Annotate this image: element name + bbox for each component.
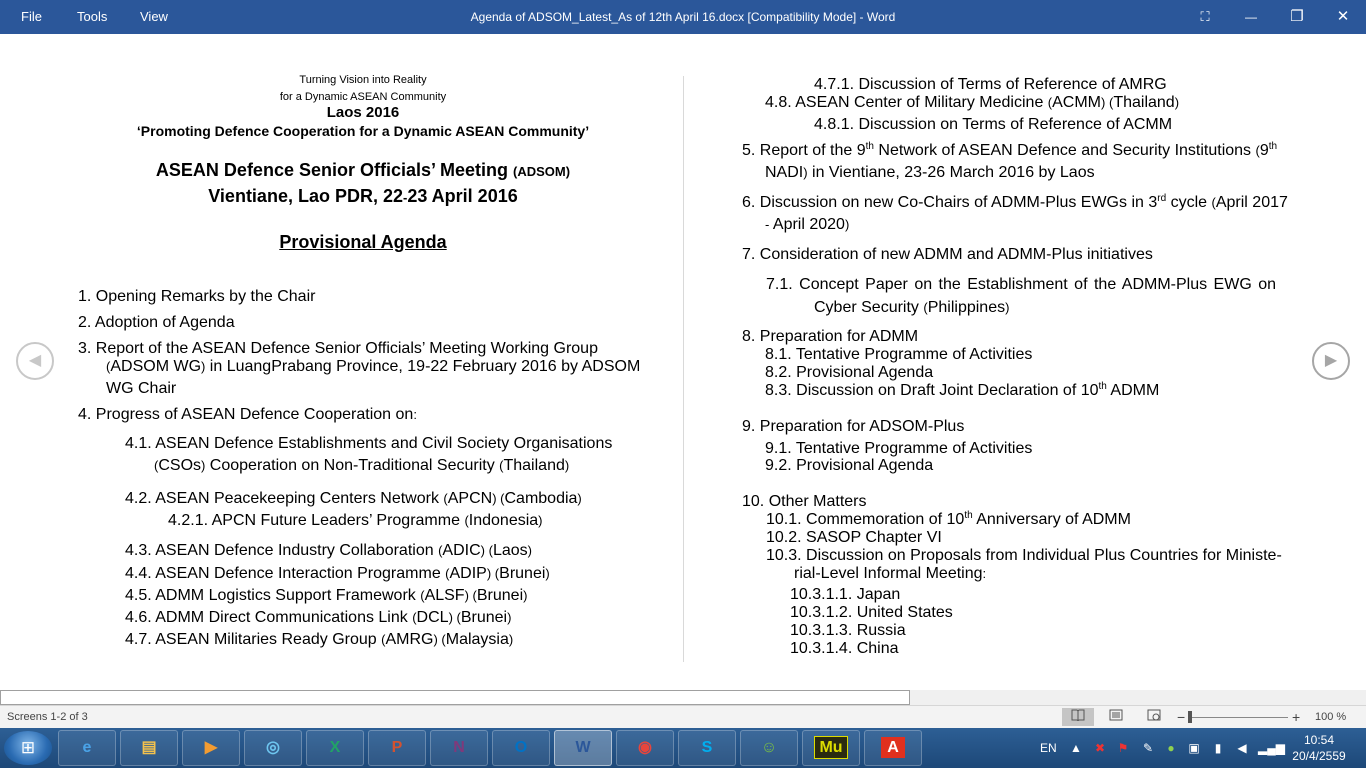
agenda-item-4-8-1: 4.8.1. Discussion on Terms of Reference of ACMM [814, 116, 1173, 133]
windows-logo-icon: ⊞ [20, 738, 36, 757]
header-slogan: ‘Promoting Defence Cooperation for a Dynamic ASEAN Community’ [136, 123, 590, 139]
agenda-item-4-6: 4.6. ADMM Direct Communications Link (DCL) (Brunei) [125, 609, 512, 626]
zoom-in-button[interactable]: + [1292, 709, 1301, 725]
taskbar [0, 728, 1366, 768]
header-line-2: for a Dynamic ASEAN Community [279, 91, 447, 103]
agenda-item-9: 9. Preparation for ADSOM-Plus [742, 418, 965, 435]
agenda-item-9-2: 9.2. Provisional Agenda [765, 457, 934, 474]
agenda-item-6: 6. Discussion on new Co-Chairs of ADMM-Plus EWGs in 3rd cycle (April 2017 [742, 193, 1288, 211]
agenda-item-1: 1. Opening Remarks by the Chair [78, 288, 316, 305]
agenda-item-5: 5. Report of the 9th Network of ASEAN Defence and Security Institutions (9th [742, 141, 1278, 159]
taskbar-excel-button[interactable] [306, 730, 364, 766]
agenda-item-4-7: 4.7. ASEAN Militaries Ready Group (AMRG) (Malaysia) [125, 631, 514, 648]
agenda-item-4-1: 4.1. ASEAN Defence Establishments and Civil Society Organisations [125, 435, 613, 452]
full-screen-icon[interactable]: ⛶ [1200, 9, 1210, 24]
meeting-venue: Vientiane, Lao PDR, 22-23 April 2016 [208, 186, 518, 206]
agenda-item-4-2: 4.2. ASEAN Peacekeeping Centers Network (APCN) (Cambodia) [125, 490, 582, 507]
agenda-item-10-1: 10.1. Commemoration of 10th Anniversary of ADMM [766, 510, 1131, 528]
agenda-item-3: 3. Report of the ASEAN Defence Senior Officials’ Meeting Working Group [78, 340, 598, 357]
agenda-item-8: 8. Preparation for ADMM [742, 328, 919, 345]
chevron-right-icon: ▶ [1324, 352, 1338, 369]
taskbar-word-button[interactable] [554, 730, 612, 766]
minimize-button[interactable]: — [1245, 10, 1257, 24]
taskbar-browser-alt-button[interactable] [244, 730, 302, 766]
header-line-3: Laos 2016 [326, 104, 400, 121]
chevron-left-icon: ◀ [28, 352, 42, 369]
start-button[interactable] [4, 731, 52, 765]
agenda-item-4-1-line-2: (CSOs) Cooperation on Non-Traditional Security (Thailand) [154, 457, 570, 474]
horizontal-scrollbar[interactable] [0, 690, 910, 705]
agenda-item-7-1-line-2: Cyber Security (Philippines) [814, 299, 1010, 316]
agenda-item-4-2-1: 4.2.1. APCN Future Leaders’ Programme (Indonesia) [168, 512, 543, 529]
scrollbar-track [910, 690, 1366, 705]
browser-alt-icon: ◎ [266, 739, 280, 756]
agenda-item-5-line-2: NADI) in Vientiane, 23-26 March 2016 by Laos [765, 164, 1095, 181]
agenda-title: Provisional Agenda [279, 232, 447, 252]
antivirus-icon[interactable]: ✖ [1094, 741, 1106, 755]
excel-icon: X [329, 739, 341, 756]
taskbar-explorer-button[interactable] [120, 730, 178, 766]
taskbar-acrobat-button[interactable] [864, 730, 922, 766]
zoom-out-button[interactable]: − [1177, 709, 1186, 725]
skype-icon: S [701, 739, 713, 756]
zoom-level[interactable]: 100 % [1315, 711, 1347, 723]
clock-time: 10:54 [1303, 733, 1335, 747]
agenda-item-6-line-2: - April 2020) [765, 216, 850, 233]
agenda-item-4-5: 4.5. ADMM Logistics Support Framework (ALSF) (Brunei) [125, 587, 528, 604]
signal-icon[interactable]: ▂▄▆ [1258, 741, 1285, 755]
taskbar-powerpoint-button[interactable] [368, 730, 426, 766]
language-indicator[interactable]: EN [1040, 741, 1057, 755]
menu-view[interactable]: View [140, 9, 168, 24]
agenda-item-4-3: 4.3. ASEAN Defence Industry Collaboration (ADIC) (Laos) [125, 542, 532, 559]
acrobat-icon: A [881, 737, 905, 758]
restore-button[interactable]: ❐ [1290, 8, 1304, 25]
agenda-item-10-3: 10.3. Discussion on Proposals from Individual Plus Countries for Ministe- [766, 547, 1282, 564]
agenda-item-10-3-line-2: rial-Level Informal Meeting: [794, 565, 987, 582]
agenda-item-4: 4. Progress of ASEAN Defence Cooperation on: [78, 406, 417, 423]
menu-file[interactable]: File [21, 9, 42, 24]
previous-screen-button[interactable] [16, 342, 54, 380]
header-line-1: Turning Vision into Reality [299, 74, 427, 86]
taskbar-chrome-button[interactable] [616, 730, 674, 766]
meeting-title: ASEAN Defence Senior Officials’ Meeting (ADSOM) [155, 160, 571, 180]
volume-icon[interactable]: ◀ [1237, 741, 1247, 755]
next-screen-button[interactable] [1312, 342, 1350, 380]
agenda-item-3-line-3: WG Chair [106, 380, 177, 397]
print-layout-icon[interactable] [1100, 708, 1132, 726]
read-mode-icon[interactable] [1062, 708, 1094, 726]
muse-icon: Mu [814, 736, 847, 759]
title-bar [0, 0, 1366, 34]
agenda-item-10-3-1-1: 10.3.1.1. Japan [790, 586, 901, 603]
agenda-item-4-7-1: 4.7.1. Discussion of Terms of Reference of AMRG [814, 76, 1167, 93]
agenda-item-7-1: 7.1. Concept Paper on the Establishment of the ADMM-Plus EWG on [766, 276, 1277, 293]
taskbar-messenger-button[interactable] [740, 730, 798, 766]
flag-icon[interactable]: ⚑ [1117, 741, 1129, 755]
security-icon[interactable]: ▣ [1188, 741, 1200, 755]
chrome-icon: ◉ [638, 739, 652, 756]
menu-tools[interactable]: Tools [77, 9, 108, 24]
agenda-item-10-2: 10.2. SASOP Chapter VI [766, 529, 942, 546]
zoom-slider-track[interactable] [1190, 717, 1288, 718]
agenda-item-8-1: 8.1. Tentative Programme of Activities [765, 346, 1033, 363]
agenda-item-9-1: 9.1. Tentative Programme of Activities [765, 440, 1033, 457]
agenda-item-4-8: 4.8. ASEAN Center of Military Medicine (ACMM) (Thailand) [765, 94, 1180, 111]
ie-icon: e [82, 739, 92, 756]
taskbar-onenote-button[interactable] [430, 730, 488, 766]
onenote-icon: N [453, 739, 465, 756]
taskbar-ie-button[interactable] [58, 730, 116, 766]
show-hidden-icons-icon[interactable]: ▲ [1070, 741, 1082, 755]
taskbar-outlook-button[interactable] [492, 730, 550, 766]
agenda-item-10-3-1-2: 10.3.1.2. United States [790, 604, 953, 621]
taskbar-skype-button[interactable] [678, 730, 736, 766]
status-bar [0, 705, 1366, 728]
reading-view [0, 34, 1366, 690]
taskbar-media-player-button[interactable] [182, 730, 240, 766]
agenda-item-3-line-2: (ADSOM WG) in LuangPrabang Province, 19-22 February 2016 by ADSOM [106, 358, 641, 375]
agenda-item-10-3-1-4: 10.3.1.4. China [790, 640, 899, 657]
agenda-item-2: 2. Adoption of Agenda [78, 314, 235, 331]
close-button[interactable]: ✕ [1336, 8, 1350, 25]
outlook-icon: O [514, 739, 528, 756]
screen-count: Screens 1-2 of 3 [7, 711, 88, 723]
agenda-item-7: 7. Consideration of new ADMM and ADMM-Plus initiatives [742, 246, 1153, 263]
word-icon: W [575, 739, 591, 756]
explorer-icon: ▤ [141, 739, 157, 756]
column-divider [683, 76, 684, 662]
clock-date: 20/4/2559 [1292, 749, 1346, 763]
taskbar-muse-button[interactable] [802, 730, 860, 766]
clock[interactable] [1284, 732, 1354, 764]
agenda-item-10: 10. Other Matters [742, 493, 867, 510]
update-icon[interactable]: ● [1167, 741, 1175, 755]
messenger-icon: ☺ [760, 739, 778, 756]
agenda-item-4-4: 4.4. ASEAN Defence Interaction Programme (ADIP) (Brunei) [125, 565, 550, 582]
agenda-item-8-2: 8.2. Provisional Agenda [765, 364, 934, 381]
media-player-icon: ▶ [204, 739, 218, 756]
agenda-item-8-3: 8.3. Discussion on Draft Joint Declaration of 10th ADMM [765, 381, 1160, 399]
powerpoint-icon: P [391, 739, 403, 756]
usb-icon[interactable]: ▮ [1214, 741, 1222, 755]
window-title: Agenda of ADSOM_Latest_As of 12th April 16.docx [Compatibility Mode] - Word [470, 10, 896, 24]
zoom-slider-thumb[interactable] [1188, 711, 1192, 723]
network-tool-icon[interactable]: ✎ [1142, 741, 1154, 755]
web-layout-icon[interactable] [1138, 708, 1170, 726]
agenda-item-10-3-1-3: 10.3.1.3. Russia [790, 622, 906, 639]
